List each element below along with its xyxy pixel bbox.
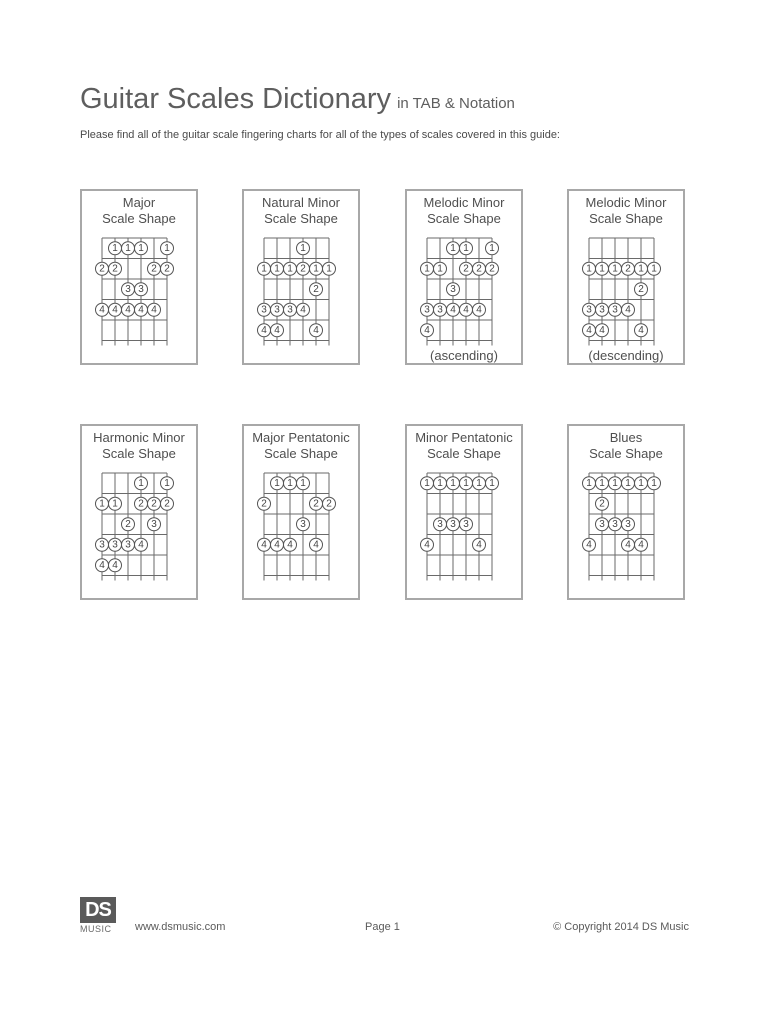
finger-dot bbox=[447, 303, 460, 316]
finger-dot bbox=[122, 303, 135, 316]
finger-number: 2 bbox=[125, 518, 131, 530]
finger-dot bbox=[473, 538, 486, 551]
finger-number: 2 bbox=[151, 498, 157, 510]
finger-number: 3 bbox=[599, 304, 605, 316]
finger-number: 4 bbox=[125, 304, 131, 316]
finger-number: 4 bbox=[586, 324, 592, 336]
finger-number: 4 bbox=[99, 559, 105, 571]
fretboard-diagram bbox=[407, 191, 525, 367]
scale-card bbox=[80, 424, 198, 600]
finger-number: 2 bbox=[463, 263, 469, 275]
finger-number: 1 bbox=[326, 263, 332, 275]
finger-dot bbox=[148, 497, 161, 510]
finger-number: 1 bbox=[261, 263, 267, 275]
finger-dot bbox=[447, 518, 460, 531]
scale-card-title-line: Scale Shape bbox=[102, 446, 176, 461]
finger-dot bbox=[447, 242, 460, 255]
finger-number: 1 bbox=[463, 477, 469, 489]
finger-dot bbox=[460, 262, 473, 275]
scale-card bbox=[242, 189, 360, 365]
finger-dot bbox=[434, 262, 447, 275]
finger-number: 3 bbox=[261, 304, 267, 316]
finger-dot bbox=[135, 538, 148, 551]
finger-dot bbox=[583, 477, 596, 490]
scale-card bbox=[567, 189, 685, 365]
finger-dot bbox=[297, 262, 310, 275]
finger-number: 3 bbox=[612, 518, 618, 530]
finger-number: 4 bbox=[287, 539, 293, 551]
finger-dot bbox=[635, 538, 648, 551]
finger-dot bbox=[310, 538, 323, 551]
finger-dot bbox=[284, 303, 297, 316]
scale-card-title-line: Scale Shape bbox=[427, 211, 501, 226]
finger-number: 4 bbox=[112, 559, 118, 571]
finger-number: 2 bbox=[476, 263, 482, 275]
scale-card-note: (descending) bbox=[588, 348, 664, 363]
finger-dot bbox=[473, 262, 486, 275]
finger-number: 1 bbox=[125, 242, 131, 254]
finger-number: 1 bbox=[586, 477, 592, 489]
finger-dot bbox=[447, 283, 460, 296]
finger-number: 4 bbox=[151, 304, 157, 316]
finger-number: 2 bbox=[138, 498, 144, 510]
footer-website[interactable]: www.dsmusic.com bbox=[135, 921, 226, 933]
finger-dot bbox=[622, 303, 635, 316]
finger-dot bbox=[486, 242, 499, 255]
finger-number: 2 bbox=[99, 263, 105, 275]
finger-number: 1 bbox=[612, 263, 618, 275]
finger-dot bbox=[421, 303, 434, 316]
finger-dot bbox=[122, 538, 135, 551]
finger-dot bbox=[258, 497, 271, 510]
finger-dot bbox=[323, 497, 336, 510]
finger-number: 1 bbox=[287, 263, 293, 275]
scale-card-title-line: Harmonic Minor bbox=[93, 430, 185, 445]
fretboard-diagram bbox=[569, 191, 687, 367]
finger-dot bbox=[258, 303, 271, 316]
scale-card bbox=[567, 424, 685, 600]
finger-dot bbox=[284, 477, 297, 490]
finger-number: 2 bbox=[164, 263, 170, 275]
finger-number: 1 bbox=[651, 477, 657, 489]
finger-number: 3 bbox=[287, 304, 293, 316]
finger-dot bbox=[310, 262, 323, 275]
finger-number: 1 bbox=[450, 242, 456, 254]
finger-number: 4 bbox=[261, 539, 267, 551]
finger-number: 1 bbox=[638, 263, 644, 275]
finger-dot bbox=[258, 538, 271, 551]
finger-dot bbox=[109, 303, 122, 316]
finger-number: 1 bbox=[489, 242, 495, 254]
finger-dot bbox=[135, 477, 148, 490]
finger-number: 1 bbox=[599, 477, 605, 489]
finger-number: 4 bbox=[138, 304, 144, 316]
finger-number: 4 bbox=[112, 304, 118, 316]
finger-number: 4 bbox=[313, 324, 319, 336]
finger-number: 2 bbox=[625, 263, 631, 275]
finger-number: 1 bbox=[300, 477, 306, 489]
finger-dot bbox=[596, 518, 609, 531]
finger-dot bbox=[434, 303, 447, 316]
scale-card-title-line: Scale Shape bbox=[102, 211, 176, 226]
finger-dot bbox=[271, 303, 284, 316]
finger-number: 1 bbox=[424, 263, 430, 275]
finger-dot bbox=[284, 262, 297, 275]
finger-dot bbox=[434, 477, 447, 490]
finger-dot bbox=[161, 477, 174, 490]
finger-dot bbox=[421, 477, 434, 490]
finger-dot bbox=[609, 477, 622, 490]
finger-number: 1 bbox=[437, 477, 443, 489]
finger-number: 1 bbox=[274, 263, 280, 275]
scale-card-title-line: Scale Shape bbox=[264, 446, 338, 461]
finger-number: 1 bbox=[138, 477, 144, 489]
finger-number: 1 bbox=[638, 477, 644, 489]
finger-number: 4 bbox=[625, 304, 631, 316]
finger-dot bbox=[460, 518, 473, 531]
finger-dot bbox=[596, 262, 609, 275]
finger-dot bbox=[622, 518, 635, 531]
finger-dot bbox=[96, 262, 109, 275]
finger-number: 3 bbox=[138, 283, 144, 295]
finger-number: 1 bbox=[138, 242, 144, 254]
finger-dot bbox=[310, 497, 323, 510]
finger-number: 3 bbox=[300, 518, 306, 530]
fretboard-diagram bbox=[244, 191, 362, 367]
finger-dot bbox=[109, 262, 122, 275]
scale-card-title-line: Scale Shape bbox=[427, 446, 501, 461]
finger-dot bbox=[109, 538, 122, 551]
finger-dot bbox=[583, 262, 596, 275]
finger-number: 4 bbox=[476, 304, 482, 316]
finger-dot bbox=[486, 262, 499, 275]
scale-card bbox=[242, 424, 360, 600]
finger-dot bbox=[648, 262, 661, 275]
finger-dot bbox=[583, 324, 596, 337]
finger-number: 3 bbox=[125, 539, 131, 551]
finger-dot bbox=[297, 242, 310, 255]
scale-card-title-line: Major Pentatonic bbox=[252, 430, 350, 445]
fretboard-diagram bbox=[82, 426, 200, 602]
finger-number: 3 bbox=[125, 283, 131, 295]
finger-number: 2 bbox=[313, 498, 319, 510]
title-main: Guitar Scales Dictionary bbox=[80, 83, 392, 115]
finger-dot bbox=[609, 303, 622, 316]
finger-dot bbox=[96, 559, 109, 572]
finger-number: 4 bbox=[599, 324, 605, 336]
finger-number: 3 bbox=[450, 518, 456, 530]
finger-number: 1 bbox=[586, 263, 592, 275]
finger-number: 1 bbox=[612, 477, 618, 489]
finger-dot bbox=[297, 518, 310, 531]
ds-music-logo bbox=[80, 897, 118, 934]
finger-dot bbox=[486, 477, 499, 490]
finger-number: 4 bbox=[463, 304, 469, 316]
fretboard-diagram bbox=[407, 426, 525, 602]
finger-number: 3 bbox=[612, 304, 618, 316]
finger-dot bbox=[122, 283, 135, 296]
finger-number: 4 bbox=[625, 539, 631, 551]
finger-number: 3 bbox=[424, 304, 430, 316]
finger-dot bbox=[447, 477, 460, 490]
finger-number: 1 bbox=[437, 263, 443, 275]
finger-number: 2 bbox=[599, 498, 605, 510]
finger-number: 2 bbox=[326, 498, 332, 510]
finger-number: 4 bbox=[424, 324, 430, 336]
page-footer bbox=[0, 894, 768, 944]
finger-dot bbox=[596, 324, 609, 337]
scale-card-title-line: Melodic Minor bbox=[423, 195, 505, 210]
finger-number: 3 bbox=[437, 304, 443, 316]
scale-card-title-line: Scale Shape bbox=[589, 446, 663, 461]
scale-card bbox=[405, 424, 523, 600]
logo-word: MUSIC bbox=[80, 924, 112, 934]
finger-dot bbox=[622, 477, 635, 490]
finger-dot bbox=[421, 538, 434, 551]
finger-number: 3 bbox=[599, 518, 605, 530]
scale-card-title-line: Minor Pentatonic bbox=[415, 430, 513, 445]
finger-dot bbox=[297, 477, 310, 490]
finger-dot bbox=[258, 262, 271, 275]
finger-number: 4 bbox=[476, 539, 482, 551]
finger-number: 2 bbox=[151, 263, 157, 275]
finger-number: 1 bbox=[651, 263, 657, 275]
finger-number: 1 bbox=[599, 263, 605, 275]
finger-number: 1 bbox=[164, 242, 170, 254]
finger-number: 1 bbox=[287, 477, 293, 489]
finger-dot bbox=[271, 538, 284, 551]
finger-dot bbox=[310, 324, 323, 337]
finger-dot bbox=[271, 477, 284, 490]
intro-text: Please find all of the guitar scale fingering charts for all of the types of scales covered in this guide: bbox=[80, 129, 560, 141]
finger-number: 2 bbox=[261, 498, 267, 510]
scale-card bbox=[80, 189, 198, 365]
finger-number: 3 bbox=[437, 518, 443, 530]
finger-number: 1 bbox=[476, 477, 482, 489]
scale-card-title-line: Scale Shape bbox=[589, 211, 663, 226]
finger-dot bbox=[635, 262, 648, 275]
finger-dot bbox=[284, 538, 297, 551]
finger-number: 4 bbox=[313, 539, 319, 551]
finger-number: 4 bbox=[261, 324, 267, 336]
fretboard-diagram bbox=[569, 426, 687, 602]
finger-dot bbox=[596, 477, 609, 490]
finger-number: 4 bbox=[274, 539, 280, 551]
finger-number: 4 bbox=[274, 324, 280, 336]
finger-number: 1 bbox=[274, 477, 280, 489]
finger-number: 4 bbox=[424, 539, 430, 551]
finger-dot bbox=[148, 262, 161, 275]
finger-dot bbox=[271, 262, 284, 275]
finger-dot bbox=[96, 538, 109, 551]
finger-dot bbox=[109, 497, 122, 510]
finger-dot bbox=[258, 324, 271, 337]
finger-number: 1 bbox=[99, 498, 105, 510]
finger-dot bbox=[161, 497, 174, 510]
footer-page-number: Page 1 bbox=[365, 921, 400, 933]
finger-dot bbox=[297, 303, 310, 316]
finger-number: 3 bbox=[151, 518, 157, 530]
finger-number: 3 bbox=[112, 539, 118, 551]
scale-card-title-line: Scale Shape bbox=[264, 211, 338, 226]
finger-number: 2 bbox=[638, 283, 644, 295]
finger-number: 4 bbox=[638, 324, 644, 336]
finger-number: 2 bbox=[164, 498, 170, 510]
page-title bbox=[80, 83, 515, 116]
finger-number: 3 bbox=[450, 283, 456, 295]
scale-card-title-line: Major bbox=[122, 195, 156, 210]
finger-number: 1 bbox=[450, 477, 456, 489]
finger-number: 1 bbox=[489, 477, 495, 489]
finger-number: 3 bbox=[463, 518, 469, 530]
finger-number: 1 bbox=[164, 477, 170, 489]
finger-dot bbox=[596, 497, 609, 510]
finger-dot bbox=[109, 242, 122, 255]
finger-number: 2 bbox=[300, 263, 306, 275]
finger-dot bbox=[583, 538, 596, 551]
scale-card-note: (ascending) bbox=[430, 348, 498, 363]
finger-number: 1 bbox=[112, 242, 118, 254]
finger-dot bbox=[421, 262, 434, 275]
finger-number: 4 bbox=[300, 304, 306, 316]
finger-dot bbox=[583, 303, 596, 316]
finger-dot bbox=[122, 518, 135, 531]
finger-number: 1 bbox=[112, 498, 118, 510]
finger-dot bbox=[271, 324, 284, 337]
finger-number: 4 bbox=[138, 539, 144, 551]
finger-number: 4 bbox=[450, 304, 456, 316]
finger-number: 4 bbox=[638, 539, 644, 551]
finger-number: 4 bbox=[99, 304, 105, 316]
finger-dot bbox=[135, 497, 148, 510]
finger-number: 1 bbox=[424, 477, 430, 489]
finger-dot bbox=[635, 477, 648, 490]
finger-dot bbox=[434, 518, 447, 531]
finger-dot bbox=[135, 242, 148, 255]
finger-number: 1 bbox=[625, 477, 631, 489]
finger-dot bbox=[460, 242, 473, 255]
logo-mark: DS bbox=[80, 897, 116, 923]
finger-dot bbox=[161, 242, 174, 255]
scale-card-title-line: Melodic Minor bbox=[585, 195, 667, 210]
finger-dot bbox=[460, 303, 473, 316]
finger-number: 3 bbox=[625, 518, 631, 530]
scale-card-title-line: Blues bbox=[609, 430, 643, 445]
finger-number: 3 bbox=[99, 539, 105, 551]
finger-dot bbox=[609, 518, 622, 531]
finger-dot bbox=[109, 559, 122, 572]
finger-dot bbox=[622, 262, 635, 275]
scale-card bbox=[405, 189, 523, 365]
fretboard-diagram bbox=[244, 426, 362, 602]
finger-number: 2 bbox=[313, 283, 319, 295]
finger-dot bbox=[122, 242, 135, 255]
finger-dot bbox=[148, 518, 161, 531]
finger-dot bbox=[135, 303, 148, 316]
finger-number: 4 bbox=[586, 539, 592, 551]
finger-dot bbox=[460, 477, 473, 490]
finger-dot bbox=[135, 283, 148, 296]
finger-dot bbox=[96, 497, 109, 510]
finger-dot bbox=[96, 303, 109, 316]
finger-number: 3 bbox=[274, 304, 280, 316]
finger-number: 1 bbox=[313, 263, 319, 275]
finger-number: 2 bbox=[489, 263, 495, 275]
finger-dot bbox=[609, 262, 622, 275]
finger-dot bbox=[161, 262, 174, 275]
finger-dot bbox=[596, 303, 609, 316]
finger-dot bbox=[635, 283, 648, 296]
finger-dot bbox=[148, 303, 161, 316]
finger-dot bbox=[648, 477, 661, 490]
finger-dot bbox=[323, 262, 336, 275]
finger-dot bbox=[473, 303, 486, 316]
finger-dot bbox=[635, 324, 648, 337]
finger-number: 1 bbox=[300, 242, 306, 254]
finger-number: 3 bbox=[586, 304, 592, 316]
finger-dot bbox=[310, 283, 323, 296]
finger-dot bbox=[421, 324, 434, 337]
finger-number: 2 bbox=[112, 263, 118, 275]
finger-dot bbox=[473, 477, 486, 490]
finger-number: 1 bbox=[463, 242, 469, 254]
title-subtitle: in TAB & Notation bbox=[397, 95, 515, 112]
scale-card-title-line: Natural Minor bbox=[261, 195, 341, 210]
fretboard-diagram bbox=[82, 191, 200, 367]
finger-dot bbox=[622, 538, 635, 551]
footer-copyright: © Copyright 2014 DS Music bbox=[553, 921, 689, 933]
